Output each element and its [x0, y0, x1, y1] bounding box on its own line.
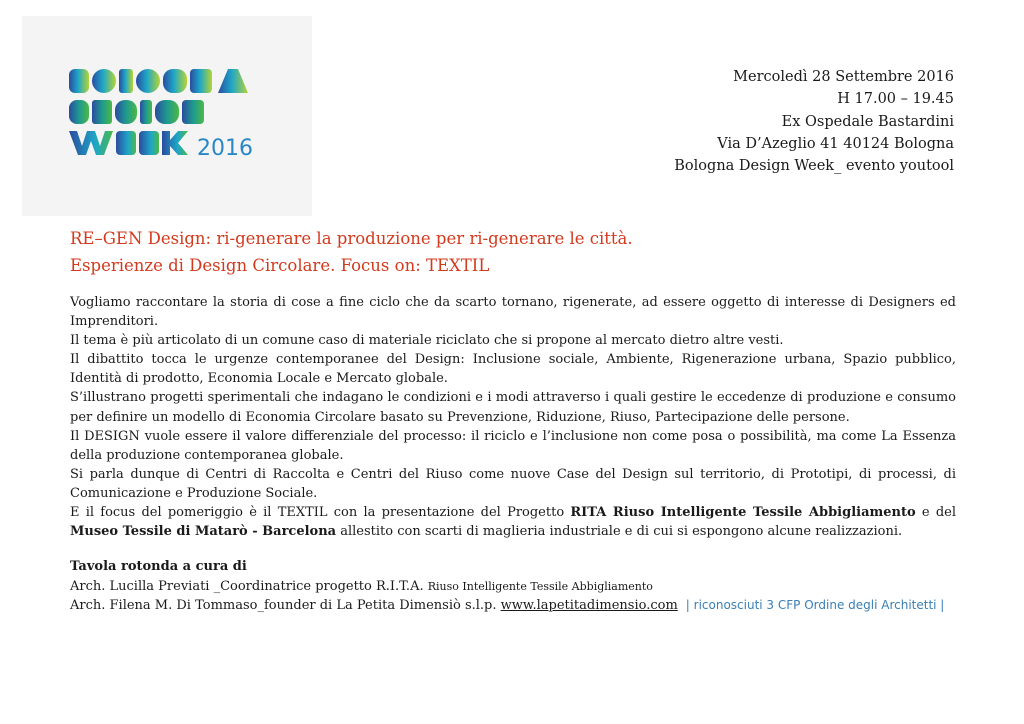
- cfp-note: | riconosciuti 3 CFP Ordine degli Architetti |: [685, 598, 945, 612]
- description: [70, 293, 956, 541]
- event-info: [674, 66, 954, 177]
- paragraph-7: [70, 503, 956, 541]
- paragraph-2: Il tema è più articolato di un comune caso di materiale riciclato che si propone al mercato dietro altre vesti.: [70, 333, 784, 349]
- paragraph-4: S’illustrano progetti sperimentali che indagano le condizioni e i modi attraverso i quali gestire le eccedenze di produzione e consumo per definire un modello di Economia Circolare basato su Prevenzione, Riduzione, Riuso, Partecipazione delle persone.: [70, 390, 956, 425]
- paragraph-7-text-e: allestito con scarti di maglieria industriale e di cui si espongono alcune realizzazioni.: [336, 524, 903, 540]
- event-organizer: Bologna Design Week_ evento youtool: [674, 158, 954, 175]
- rita-project-name: RITA Riuso Intelligente Tessile Abbigliamento: [570, 505, 916, 521]
- paragraph-3: Il dibattito tocca le urgenze contemporanee del Design: Inclusione sociale, Ambiente, Rigenerazione urbana, Spazio pubblico, Identità di prodotto, Economia Locale e Mercato globale.: [70, 352, 956, 387]
- title-line-1: RE–GEN Design: ri-generare la produzione per ri-generare le città.: [70, 229, 633, 248]
- event-address: Via D’Azeglio 41 40124 Bologna: [717, 135, 954, 152]
- website-link[interactable]: www.lapetitadimensio.com: [500, 598, 678, 613]
- logo-row-1: [69, 69, 248, 93]
- credit-1-project: Riuso Intelligente Tessile Abbigliamento: [427, 579, 653, 593]
- credit-line-1: [70, 577, 970, 597]
- event-venue: Ex Ospedale Bastardini: [781, 113, 954, 130]
- paragraph-7-text-a: E il focus del pomeriggio è il TEXTIL con la presentazione del Progetto: [70, 505, 571, 521]
- bologna-design-week-logo: [22, 16, 312, 216]
- paragraph-7-text-c: e del: [915, 505, 956, 521]
- event-date: Mercoledì 28 Settembre 2016: [733, 69, 954, 85]
- paragraph-6: Si parla dunque di Centri di Raccolta e Centri del Riuso come nuove Case del Design sul territorio, di Prototipi, di processi, di Comunicazione e Produzione Sociale.: [70, 466, 956, 501]
- paragraph-5: Il DESIGN vuole essere il valore differenziale del processo: il riciclo e l’inclusione non come posa o possibilità, ma come La Essenza della produzione contemporanea globale.: [70, 428, 956, 463]
- credits-heading: Tavola rotonda a cura di: [70, 559, 247, 574]
- logo-panel: [22, 16, 312, 216]
- credit-line-2: [70, 596, 970, 616]
- title-line-2: Esperienze di Design Circolare. Focus on: TEXTIL: [70, 256, 490, 275]
- credits: [70, 557, 970, 616]
- logo-year: 2016: [197, 136, 253, 161]
- credit-1-name: Arch. Lucilla Previati _Coordinatrice progetto R.I.T.A.: [70, 578, 428, 594]
- credit-2-name: Arch. Filena M. Di Tommaso_founder di La Petita Dimensiò s.l.p.: [70, 598, 501, 613]
- paragraph-1: Vogliamo raccontare la storia di cose a fine ciclo che da scarto tornano, rigenerate, ad essere oggetto di interesse di Designers ed Imprenditori.: [70, 295, 956, 330]
- museum-name: Museo Tessile di Matarò - Barcelona: [70, 524, 337, 540]
- logo-row-2: [69, 100, 204, 124]
- event-time: H 17.00 – 19.45: [837, 91, 954, 108]
- event-title: [70, 225, 633, 279]
- logo-row-3: [69, 131, 188, 155]
